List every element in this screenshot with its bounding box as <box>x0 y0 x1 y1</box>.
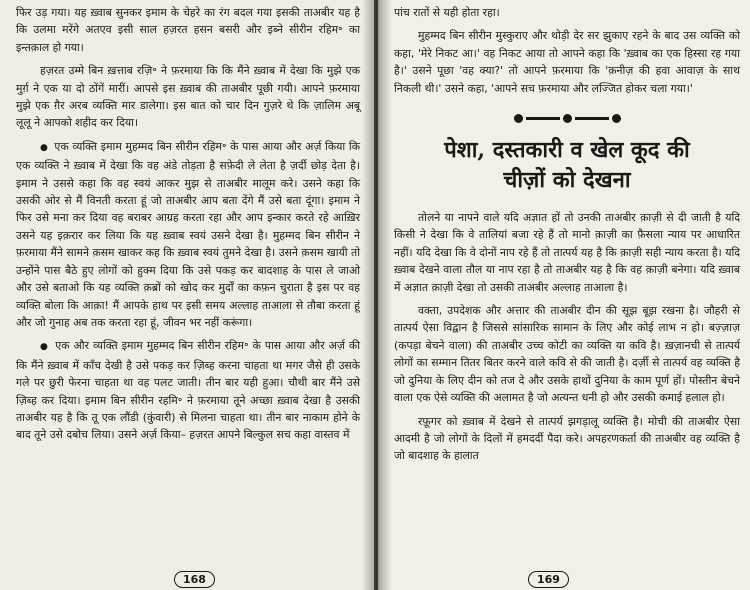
left-page <box>0 0 374 590</box>
chapter-title-line-2: चीज़ों को देखना <box>503 167 631 194</box>
chapter-title-line-1: पेशा, दस्तकारी व खेल कूद की <box>444 137 690 164</box>
page-number-left: 168 <box>174 571 215 588</box>
right-paragraph-5: रफ़ूगर को ख़्वाब में देखने से तात्पर्य झगड़ालू व्यक्ति है। मोची की ताअबीर ऐसा आदमी है जो लोगों के दिलों में हमदर्दी पैदा करे। अपहरणकर्ता की ताअबीर वह व्यक्ति है जो बादशाह के हालात <box>394 414 740 463</box>
right-paragraph-4: वक्ता, उपदेशक और अत्तार की ताअबीर दीन की सूझ बूझ रखना है। जौहरी से तात्पर्य ऐसा विद्वान है जिससे सांसारिक सामान के लिए और कोई लाभ न हो। बज़्ज़ाज़ (कपड़ा बेचने वाला) की ताअबीर उच्च कोटी का व्यक्ति या कवि है। ख़ज़ानची से तात्पर्य लोगों का सम्मान तितर बितर करने वाले कवि से की जाती है। दर्ज़ी से तात्पर्य वह व्यक्ति है जो दुनिया के लिए दीन को तज दे और उसके हाथों दुनिया के काम पूर्ण हों। पोस्तीन बेचने वाला एक ऐसे व्यक्ति की अलामत है जो अत्यन्त धनी हो और उसकी कमाई हलाल हो। <box>394 304 740 405</box>
right-page <box>378 0 750 590</box>
chapter-title <box>394 135 740 195</box>
right-paragraph-1: पांच रातों से यही होता रहा। <box>394 6 500 19</box>
right-paragraph-3: तोलने या नापने वाले यदि अज्ञात हों तो उनकी ताअबीर क़ाज़ी से दी जाती है यदि किसी ने देखा कि वे तालियां बजा रहे हैं तो मानो क़ाज़ी का फ़ैसला न्याय पर आधारित नहीं। यदि देखा कि वे दोनों नाप रहे हैं तो तात्पर्य यह है कि क़ाज़ी सही न्याय करता है। यदि ख़्वाब देखने वाला तौल या नाप रहा है तो ताअबीर यह है कि वह क़ाज़ी बनेगा। यदि ख़्वाब में अज्ञात क़ाज़ी देखा तो उसकी ताअबीर अल्लाह ताआला है। <box>394 211 740 294</box>
left-paragraph-3: ● एक व्यक्ति इमाम मुहम्मद बिन सीरीन रहिम॰ के पास आया और अर्ज़ किया कि एक व्यक्ति ने ख़्वाब में देखा कि वह अंडे तोड़ता है सफ़ेदी ले लेता है ज़र्दी छोड़ देता है। इमाम ने उससे कहा कि वह स्वयं आकर मुझ से ताअबीर मालूम करे। उसने कहा कि उसकी ओर से मैं विनती करता हूं जो ताअबीर आप बता देंगे मैं उसे बता दूंगा। इमाम ने फिर उसे मना कर दिया वह बराबर आग्रह करता रहा और आप इन्कार करते रहे आख़िर उसने यह इक़रार कर लिया कि यह ख़्वाब स्वयं उसने देखा है। मुहम्मद बिन सीरीन ने फ़रमाया मैंने सामने क़सम खाकर कह कि ख़्वाब स्वयं तुमने देखा है। उसने क़सम खायी तो उन्होंने पास बैठे हुए लोगों को हुक्म दिया कि उसे पकड़ कर बादशाह के पास ले जाओ और उसे बताओ कि यह व्यक्ति क़ब्रों को खोद कर मुर्दों का कफ़न चुराता है इस पर वह व्यक्ति बोला कि आक़ा! मैं आपके हाथ पर इसी समय अल्लाह ताआला से तौबा करता हूं और जो गुनाह अब तक करता रहा हूं, जीवन भर नहीं करूंगा। <box>16 138 360 331</box>
page-number-right: 169 <box>528 571 569 588</box>
left-paragraph-1: फिर उड़ गया। यह ख़्वाब सुनकर इमाम के चेहरे का रंग बदल गया इसकी ताअबीर यह है कि उलमा मरेंगे अतएव इसी साल हज़रत हसन बसरी और इब्ने सीरीन रहिम॰ का इन्तक़ाल हो गया। <box>16 6 360 54</box>
section-divider-ornament <box>394 111 740 125</box>
left-paragraph-2: हज़रत उम्मे बिन ख़त्ताब रज़ि॰ ने फ़रमाया कि कि मैंने ख़्वाब में देखा कि मुझे एक मुर्ग़ ने एक या दो ठोंगें मारीं। आपसे इस ख़्वाब की ताअबीर पूछी गयी। आपने फ़रमाया मुझे एक ग़ैर अरब व्यक्ति मार डालेगा। इस बात को चार दिन गुज़रे थे कि ज़ालिम अबू लूलू ने आपको शहीद कर दिया। <box>16 64 360 130</box>
left-paragraph-4: ● एक और व्यक्ति इमाम मुहम्मद बिन सीरीन रहिम॰ के पास आया और अर्ज़ की कि मैंने ख़्वाब में काँच देखी है उसे पकड़ कर ज़िब्ह करना चाहता था मगर जैसे ही उसके गले पर छुरी फेरना चाहता था वह पलट जाती। तीन बार यही हुआ। चौथी बार मैंने उसे ज़िब्ह कर दिया। इमाम बिन सीरीन रहमि॰ ने फ़रमाया तूने अच्छा ख़्वाब देखा है उसकी ताअबीर यह है कि तू एक लौंडी (कुंवारी) से मिलना चाहता था। तीन बार नाकाम होने के बाद तूने उसे दबोच लिया। उसने अर्ज़ किया– हज़रत आपने बिल्कुल सच कहा वास्तव में <box>16 337 360 443</box>
right-paragraph-2: मुहम्मद बिन सीरीन मुस्कुराए और थोड़ी देर सर झुकाए रहने के बाद उस व्यक्ति को कहा, 'मेरे निकट आ।' वह निकट आया तो आपने कहा कि 'ख़्वाब का एक हिस्सा रह गया है।' उसने पूछा 'वह क्या?' तो आपने फ़रमाया कि 'क़नीज़ की हवा आवाज़ के साथ निकली थी।' उसने कहा, 'आपने सच फ़रमाया और लज्जित होकर चला गया।' <box>394 29 740 95</box>
